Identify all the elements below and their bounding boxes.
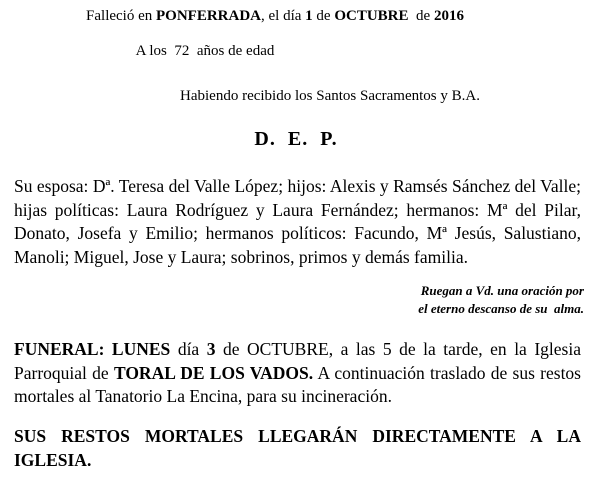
- sacraments-line: Habiendo recibido los Santos Sacramentos y B.A.: [180, 88, 480, 104]
- death-city: PONFERRADA: [156, 8, 262, 24]
- death-prefix: Falleció en: [86, 8, 157, 24]
- age-line: A los 72 años de edad: [135, 43, 275, 59]
- death-day: 1: [305, 8, 313, 24]
- funeral-text-3: A continuación traslado de sus restos mortales al Tanatorio La Encina, para su incineración.: [14, 362, 581, 406]
- death-year: 2016: [433, 8, 464, 24]
- dep-heading: D. E. P.: [254, 128, 338, 150]
- prayer-request: [324, 282, 584, 318]
- death-month: OCTUBRE: [334, 8, 409, 24]
- death-mid2: de: [312, 8, 335, 24]
- death-mid3: de: [408, 8, 434, 24]
- death-place-date-line: [40, 8, 510, 25]
- death-mid: , el día: [261, 8, 306, 24]
- arrival-notice: SUS RESTOS MORTALES LLEGARÁN DIRECTAMENTE A LA IGLESIA.: [14, 426, 581, 470]
- funeral-text-2: de OCTUBRE, a las 5 de la tarde, en la Iglesia Parroquial de: [14, 339, 581, 383]
- funeral-place: TORAL DE LOS VADOS.: [113, 362, 314, 383]
- funeral-day: 3: [206, 339, 216, 359]
- prayer-line-1: Ruegan a Vd. una oración por: [420, 283, 584, 298]
- funeral-label: FUNERAL: LUNES: [14, 339, 171, 359]
- funeral-text-1: día: [170, 339, 207, 359]
- family-paragraph: Su esposa: Dª. Teresa del Valle López; hijos: Alexis y Ramsés Sánchez del Valle; hijas políticas: Laura Rodríguez y Laura Fernández; hermanos: Mª del Pilar, Donato, Josefa y Emilio; hermanos políticos: Facundo, Mª Jesús, Salustiano, Manoli; Miguel, Jose y Laura; sobrinos, primos y demás familia.: [14, 176, 581, 267]
- prayer-line-2: el eterno descanso de su alma.: [418, 301, 584, 316]
- funeral-paragraph: [14, 338, 581, 409]
